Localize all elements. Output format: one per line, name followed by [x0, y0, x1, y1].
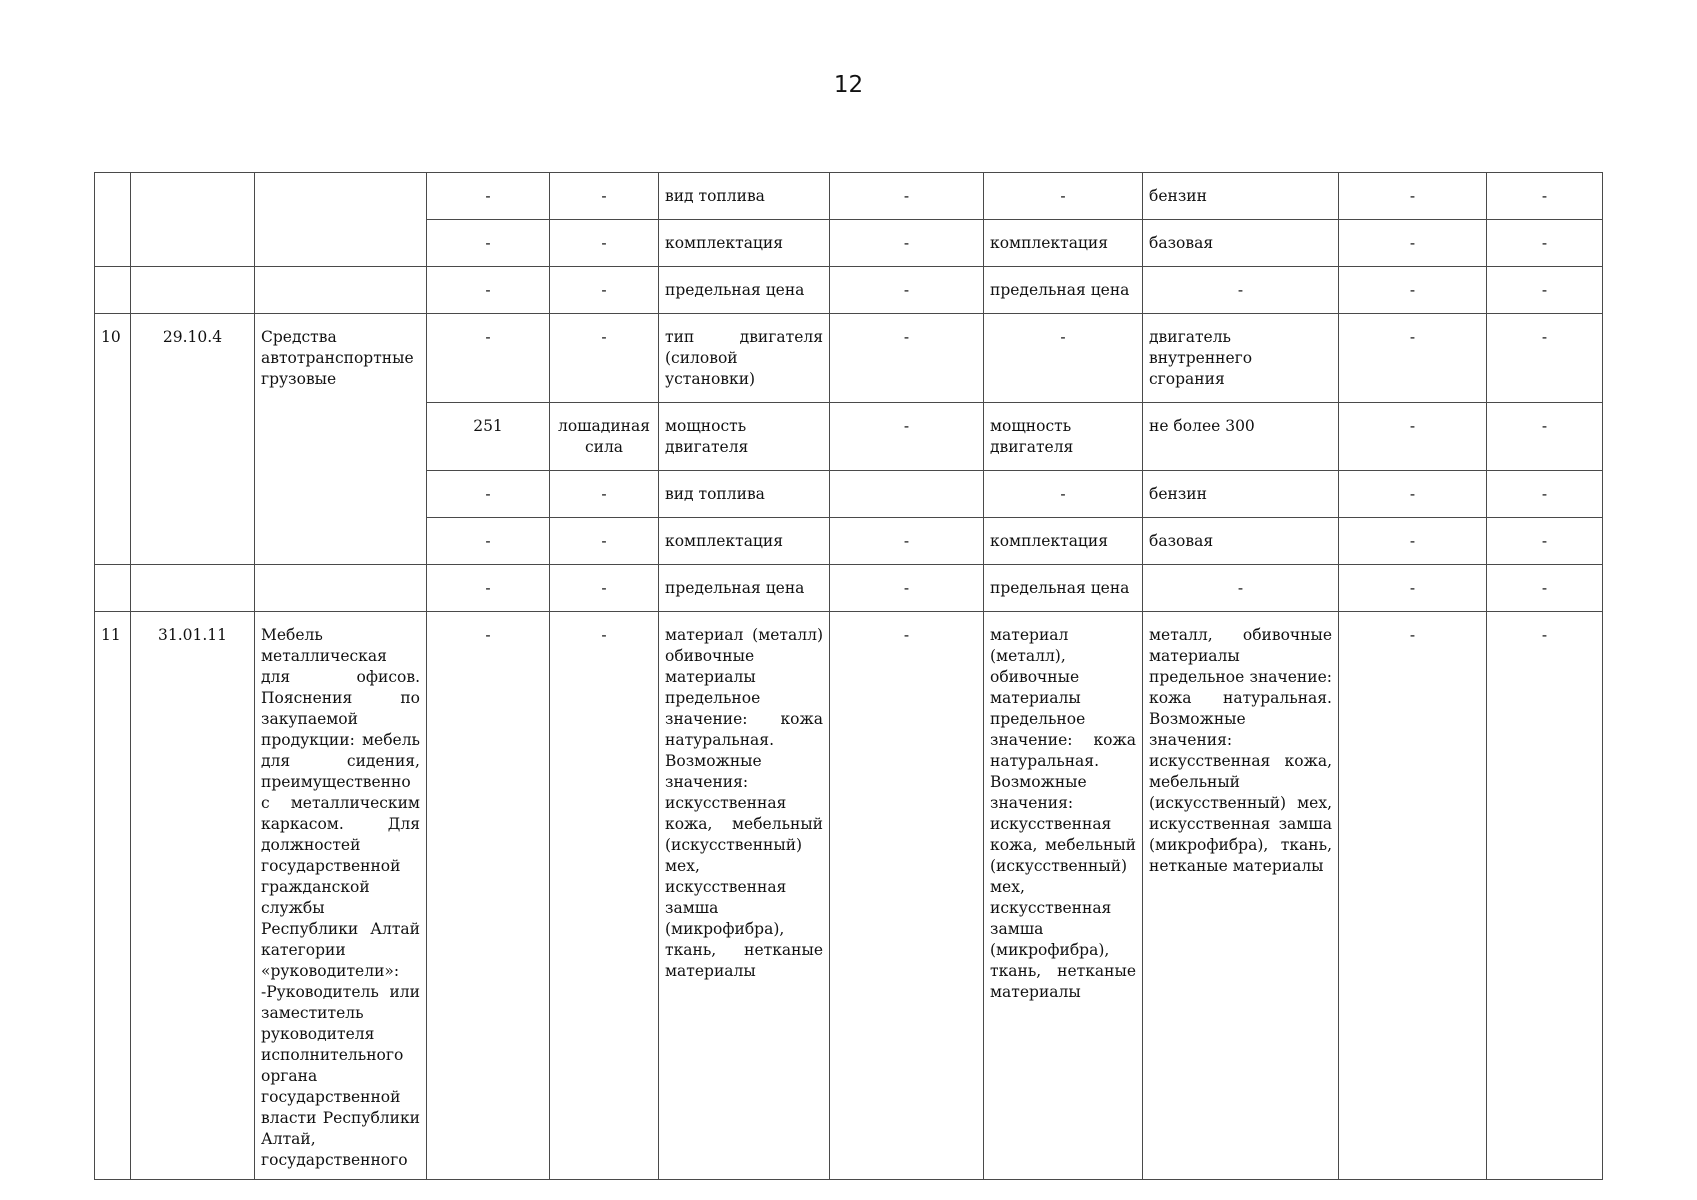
cell-okpd: 31.01.11	[131, 612, 255, 1180]
cell-unit-code: 251	[427, 403, 550, 471]
cell-value-b: -	[1143, 565, 1339, 612]
cell-unit-name: -	[550, 612, 659, 1180]
cell-name: Средства автотранспортные грузовые	[255, 314, 427, 565]
cell-col9: -	[1339, 565, 1487, 612]
cell-char-b: комплектация	[984, 220, 1143, 267]
cell-col9: -	[1339, 518, 1487, 565]
cell-characteristic: предельная цена	[659, 565, 830, 612]
cell-unit-code: -	[427, 267, 550, 314]
cell-value-gov: -	[830, 173, 984, 220]
cell-value-gov: -	[830, 403, 984, 471]
cell-value-b: металл, обивочные материалы предельное значение: кожа натуральная. Возможные значения: искусственная кожа, мебельный (искусственный) мех, искусственная замша (микрофибра), ткань, нетканые материалы	[1143, 612, 1339, 1180]
cell-unit-name: -	[550, 267, 659, 314]
cell-col10: -	[1487, 314, 1603, 403]
cell-unit-code: -	[427, 173, 550, 220]
cell-unit-code: -	[427, 220, 550, 267]
table-row	[95, 267, 1603, 314]
cell-unit-code: -	[427, 518, 550, 565]
cell-characteristic: тип двигателя (силовой установки)	[659, 314, 830, 403]
cell-col10: -	[1487, 518, 1603, 565]
cell-characteristic: предельная цена	[659, 267, 830, 314]
cell-unit-name: -	[550, 471, 659, 518]
cell-col10: -	[1487, 565, 1603, 612]
cell-unit-code: -	[427, 565, 550, 612]
cell-value-b: базовая	[1143, 518, 1339, 565]
cell-okpd	[131, 173, 255, 267]
cell-char-b: мощность двигателя	[984, 403, 1143, 471]
cell-col9: -	[1339, 403, 1487, 471]
cell-value-gov	[830, 471, 984, 518]
cell-name	[255, 565, 427, 612]
cell-col9: -	[1339, 612, 1487, 1180]
cell-value-b: не более 300	[1143, 403, 1339, 471]
cell-num	[95, 173, 131, 267]
cell-value-b: -	[1143, 267, 1339, 314]
requirements-table	[94, 172, 1603, 1180]
cell-characteristic: комплектация	[659, 518, 830, 565]
cell-char-b: материал (металл), обивочные материалы предельное значение: кожа натуральная. Возможные значения: искусственная кожа, мебельный (искусственный) мех, искусственная замша (микрофибра), ткань, нетканые материалы	[984, 612, 1143, 1180]
cell-value-gov: -	[830, 518, 984, 565]
table-row	[95, 173, 1603, 220]
cell-char-b: -	[984, 471, 1143, 518]
cell-value-gov: -	[830, 267, 984, 314]
cell-col9: -	[1339, 471, 1487, 518]
table-row	[95, 612, 1603, 1180]
cell-value-gov: -	[830, 314, 984, 403]
cell-num: 11	[95, 612, 131, 1180]
cell-num	[95, 267, 131, 314]
cell-unit-name: лошадиная сила	[550, 403, 659, 471]
cell-char-b: предельная цена	[984, 565, 1143, 612]
cell-characteristic: материал (металл) обивочные материалы предельное значение: кожа натуральная. Возможные значения: искусственная кожа, мебельный (искусственный) мех, искусственная замша (микрофибра), ткань, нетканые материалы	[659, 612, 830, 1180]
cell-col10: -	[1487, 403, 1603, 471]
cell-value-gov: -	[830, 612, 984, 1180]
cell-char-b: -	[984, 173, 1143, 220]
cell-okpd	[131, 267, 255, 314]
cell-value-gov: -	[830, 220, 984, 267]
cell-value-b: бензин	[1143, 471, 1339, 518]
cell-name	[255, 267, 427, 314]
page-number: 12	[833, 72, 864, 98]
cell-col10: -	[1487, 267, 1603, 314]
cell-unit-code: -	[427, 612, 550, 1180]
cell-col9: -	[1339, 314, 1487, 403]
table-row	[95, 565, 1603, 612]
cell-characteristic: мощность двигателя	[659, 403, 830, 471]
cell-col9: -	[1339, 220, 1487, 267]
cell-char-b: -	[984, 314, 1143, 403]
cell-characteristic: комплектация	[659, 220, 830, 267]
cell-unit-name: -	[550, 314, 659, 403]
cell-col10: -	[1487, 173, 1603, 220]
cell-characteristic: вид топлива	[659, 173, 830, 220]
cell-characteristic: вид топлива	[659, 471, 830, 518]
cell-unit-code: -	[427, 314, 550, 403]
cell-char-b: комплектация	[984, 518, 1143, 565]
cell-value-b: бензин	[1143, 173, 1339, 220]
cell-value-gov: -	[830, 565, 984, 612]
cell-name: Мебель металлическая для офисов. Пояснения по закупаемой продукции: мебель для сидения, преимущественно с металлическим каркасом. Для должностей государственной гражданской службы Республики Алтай категории «руководители»: -Руководитель или заместитель руководителя исполнительного органа государственной власти Республики Алтай, государственного	[255, 612, 427, 1180]
cell-okpd: 29.10.4	[131, 314, 255, 565]
cell-num: 10	[95, 314, 131, 565]
cell-name	[255, 173, 427, 267]
cell-col9: -	[1339, 173, 1487, 220]
cell-col10: -	[1487, 471, 1603, 518]
cell-char-b: предельная цена	[984, 267, 1143, 314]
cell-num	[95, 565, 131, 612]
cell-value-b: базовая	[1143, 220, 1339, 267]
cell-okpd	[131, 565, 255, 612]
cell-col9: -	[1339, 267, 1487, 314]
cell-unit-name: -	[550, 173, 659, 220]
cell-unit-name: -	[550, 220, 659, 267]
cell-unit-name: -	[550, 518, 659, 565]
cell-col10: -	[1487, 220, 1603, 267]
cell-unit-code: -	[427, 471, 550, 518]
table-row	[95, 314, 1603, 403]
cell-value-b: двигатель внутреннего сгорания	[1143, 314, 1339, 403]
cell-unit-name: -	[550, 565, 659, 612]
cell-col10: -	[1487, 612, 1603, 1180]
